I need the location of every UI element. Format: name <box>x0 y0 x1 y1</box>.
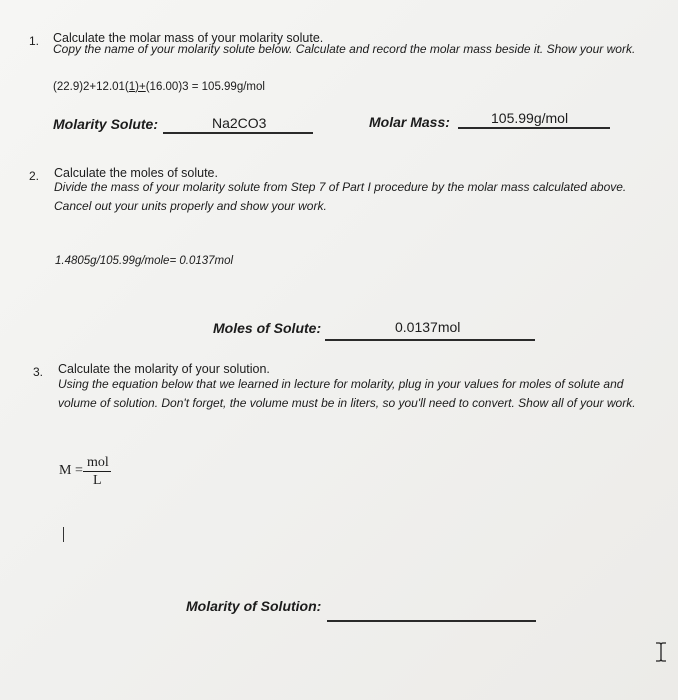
text-cursor <box>63 527 64 542</box>
q1-work-underlined-1: 1 <box>128 81 136 93</box>
molarity-formula <box>59 455 119 495</box>
q2-title: Calculate the moles of solute. <box>54 166 218 180</box>
q3-title: Calculate the molarity of your solution. <box>58 362 270 376</box>
molar-mass-line <box>458 127 610 129</box>
q3-number: 3. <box>33 365 44 379</box>
q1-number: 1. <box>29 34 40 48</box>
molarity-solute-line <box>163 132 313 134</box>
moles-of-solute-line <box>325 339 535 341</box>
moles-of-solute-label: Moles of Solute: <box>213 320 322 336</box>
ibeam-cursor-icon <box>654 642 668 662</box>
q1-title: Calculate the molar mass of your molarity solute. <box>53 31 324 45</box>
q1-work-part-a: (22.9)2+12.01( <box>53 81 129 93</box>
formula-lhs: M = <box>59 463 83 478</box>
molarity-of-solution-line <box>327 620 536 622</box>
q1-work-part-b: (16.00)3 = 105.99g/mol <box>145 81 265 93</box>
q3-instruction: Using the equation below that we learned in lecture for molarity, plug in your values for moles of solute and volume of solution. Don't forget, the volume must be in liters, so you'll need to convert. Show all of your work. <box>58 377 636 410</box>
q2-work: 1.4805g/105.99g/mole= 0.0137mol <box>55 255 234 267</box>
q2-number: 2. <box>29 169 40 183</box>
molarity-of-solution-label: Molarity of Solution: <box>186 598 322 614</box>
q1-work-underlined-2: )+ <box>135 81 146 93</box>
molarity-solute-label: Molarity Solute: <box>53 116 159 132</box>
molarity-solute-value[interactable]: Na2CO3 <box>212 115 267 131</box>
q1-work <box>53 81 265 93</box>
moles-of-solute-value[interactable]: 0.0137mol <box>395 319 461 335</box>
molar-mass-label: Molar Mass: <box>369 114 450 130</box>
formula-numerator: mol <box>87 455 109 470</box>
molar-mass-value[interactable]: 105.99g/mol <box>491 110 569 126</box>
formula-fraction-bar <box>83 471 111 472</box>
q1-instruction: Copy the name of your molarity solute below. Calculate and record the molar mass beside it. Show your work. <box>53 42 636 56</box>
q2-instruction: Divide the mass of your molarity solute from Step 7 of Part I procedure by the molar mass calculated above. Cancel out your units properly and show your work. <box>54 180 627 213</box>
formula-denominator: L <box>93 473 102 488</box>
